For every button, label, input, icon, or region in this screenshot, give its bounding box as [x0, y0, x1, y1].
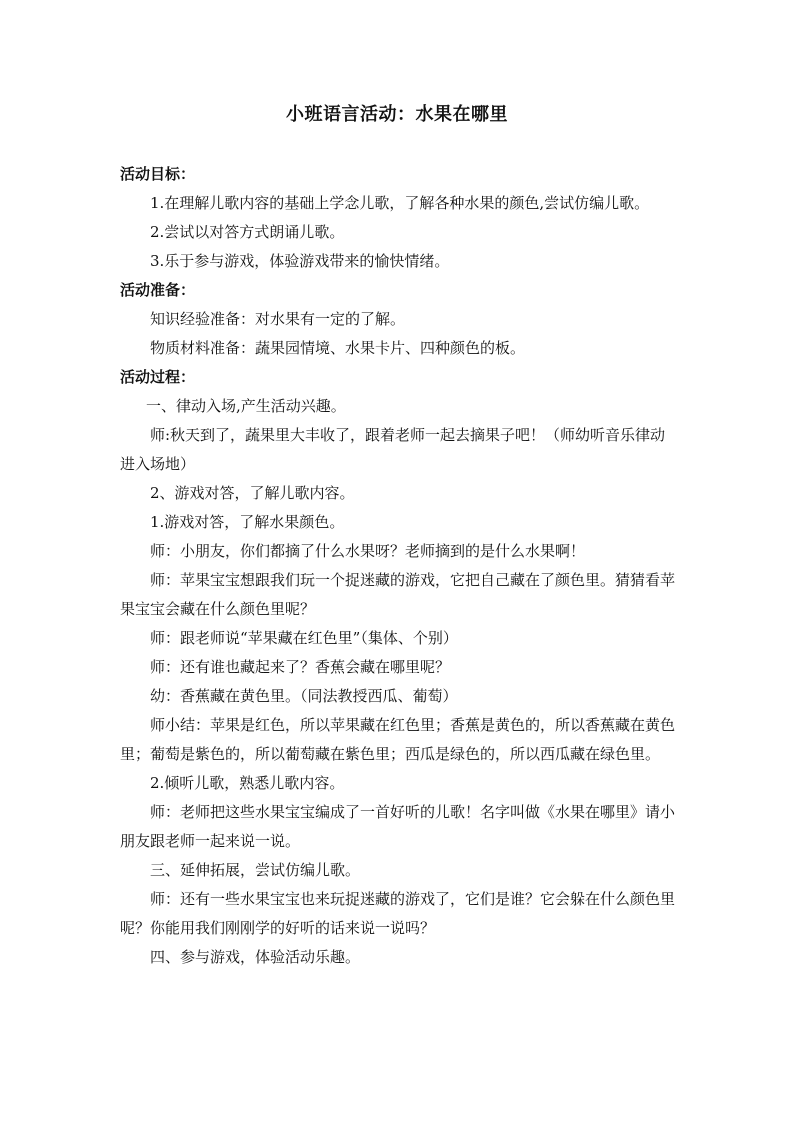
goal-item: 1.在理解儿歌内容的基础上学念儿歌，了解各种水果的颜色,尝试仿编儿歌。: [150, 194, 650, 212]
preparation-item: 知识经验准备：对水果有一定的了解。: [150, 310, 406, 328]
section-heading-process: 活动过程：: [120, 368, 196, 386]
process-paragraph: 师：还有谁也藏起来了？香蕉会藏在哪里呢？: [150, 658, 451, 676]
goal-item: 3.乐于参与游戏，体验游戏带来的愉快情绪。: [150, 252, 450, 270]
process-paragraph: 师小结：苹果是红色，所以苹果藏在红色里；香蕉是黄色的，所以香蕉藏在黄色里；葡萄是紫色的，所以葡萄藏在紫色里；西瓜是绿色的，所以西瓜藏在绿色里。: [120, 716, 676, 763]
document-title: 小班语言活动：水果在哪里: [286, 104, 508, 125]
process-step-heading: 2、游戏对答，了解儿歌内容。: [150, 484, 355, 502]
process-substep-heading: 2.倾听儿歌，熟悉儿歌内容。: [150, 774, 345, 792]
process-paragraph: 师：小朋友，你们都摘了什么水果呀？老师摘到的是什么水果啊！: [150, 542, 586, 560]
process-step-heading: 三、延伸拓展，尝试仿编儿歌。: [150, 861, 361, 879]
process-paragraph: 幼：香蕉藏在黄色里。（同法教授西瓜、葡萄）: [150, 687, 458, 705]
process-step-heading: 四、参与游戏，体验活动乐趣。: [150, 948, 361, 966]
process-paragraph: 师：跟老师说“苹果藏在红色里”（集体、个别）: [150, 629, 458, 647]
process-paragraph: 师：还有一些水果宝宝也来玩捉迷藏的游戏了，它们是谁？它会躲在什么颜色里呢？你能用我们刚刚学的好听的话来说一说吗？: [120, 890, 676, 937]
process-step-heading: 一、律动入场,产生活动兴趣。: [146, 397, 346, 415]
process-paragraph: 师：老师把这些水果宝宝编成了一首好听的儿歌！名字叫做《水果在哪里》请小朋友跟老师一起来说一说。: [120, 803, 676, 850]
section-heading-goals: 活动目标：: [120, 165, 196, 183]
process-paragraph: 师:秋天到了，蔬果里大丰收了，跟着老师一起去摘果子吧！（师幼听音乐律动进入场地）: [120, 426, 666, 473]
process-substep-heading: 1.游戏对答，了解水果颜色。: [150, 513, 345, 531]
document-body: [120, 160, 680, 972]
process-paragraph: 师：苹果宝宝想跟我们玩一个捉迷藏的游戏，它把自己藏在了颜色里。猜猜看苹果宝宝会藏在什么颜色里呢？: [120, 571, 676, 618]
section-heading-preparation: 活动准备：: [120, 281, 196, 299]
preparation-item: 物质材料准备：蔬果园情境、水果卡片、四种颜色的板。: [150, 339, 526, 357]
goal-item: 2.尝试以对答方式朗诵儿歌。: [150, 223, 345, 241]
